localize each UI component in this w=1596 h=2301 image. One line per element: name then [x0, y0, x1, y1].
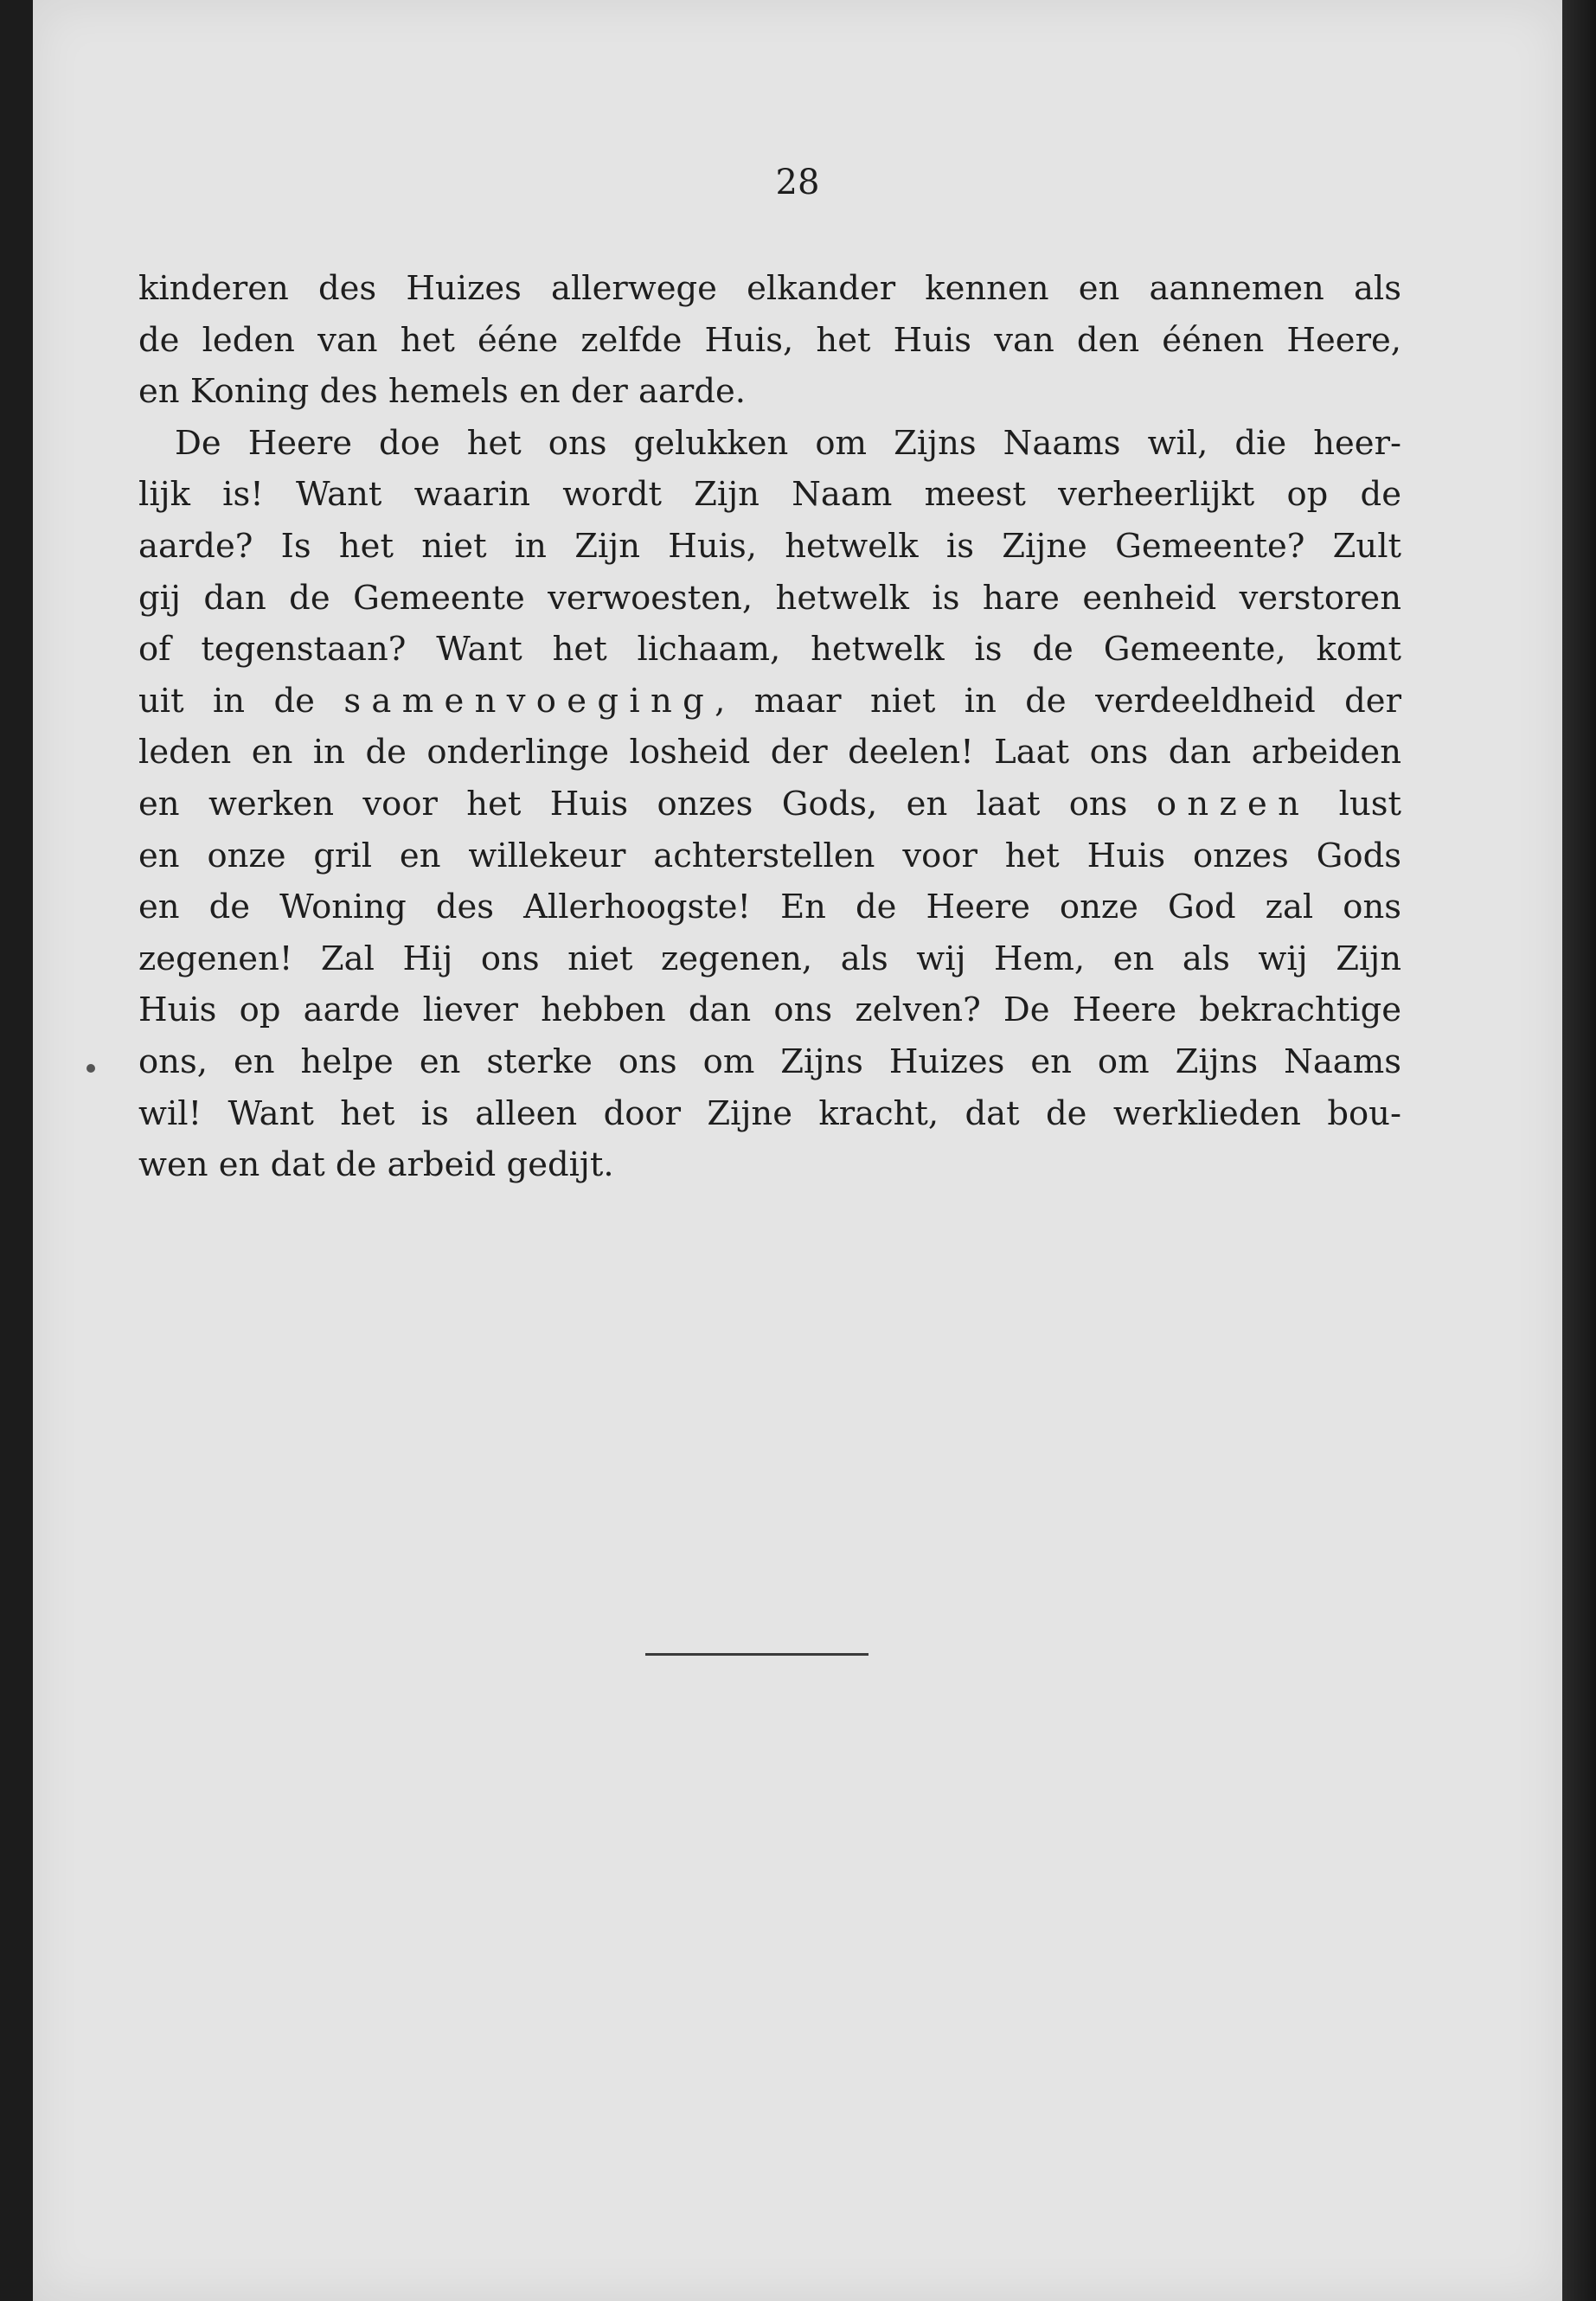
text-line: kinderen des Huizes allerwege elkander kennen en aannemen als — [138, 269, 1401, 308]
paragraph-start-line: De Heere doe het ons gelukken om Zijns Naams wil, die heer- — [175, 423, 1401, 463]
spaced-emphasis-word: onzen — [1156, 784, 1311, 824]
text-line: en onze gril en willekeur achterstellen voor het Huis onzes Gods — [138, 836, 1401, 875]
spaced-emphasis-word: samenvoeging — [343, 681, 715, 721]
text-line: en de Woning des Allerhoogste! En de Heere onze God zal ons — [138, 888, 1401, 927]
text-line-with-emphasis — [138, 779, 1401, 830]
text-line: wen en dat de arbeid gedijt. — [138, 1145, 614, 1185]
text-line: aarde? Is het niet in Zijn Huis, hetwelk is Zijne Gemeente? Zult — [138, 526, 1401, 566]
text-segment: en werken voor het Huis onzes Gods, en laat ons — [138, 784, 1157, 824]
text-line: de leden van het ééne zelfde Huis, het Huis van den éénen Heere, — [138, 320, 1401, 360]
section-divider-rule — [645, 1653, 869, 1656]
text-line: of tegenstaan? Want het lichaam, hetwelk is de Gemeente, komt — [138, 630, 1401, 670]
text-segment: lust — [1310, 784, 1401, 824]
text-segment: uit in de — [138, 681, 344, 721]
text-line: wil! Want het is alleen door Zijne kracht, dat de werklieden bou- — [138, 1093, 1401, 1133]
book-page — [33, 0, 1562, 2301]
text-line-with-emphasis — [138, 676, 1401, 727]
page-number: 28 — [775, 163, 820, 202]
body-text — [138, 263, 1401, 1191]
text-line: lijk is! Want waarin wordt Zijn Naam meest verheerlijkt op de — [138, 475, 1401, 515]
text-line: leden en in de onderlinge losheid der deelen! Laat ons dan arbeiden — [138, 733, 1401, 772]
text-segment: , maar niet in de verdeeldheid der — [715, 681, 1401, 721]
text-line: en Koning des hemels en der aarde. — [138, 372, 746, 412]
ink-speck — [87, 1064, 95, 1073]
text-line: ons, en helpe en sterke ons om Zijns Huizes en om Zijns Naams — [138, 1042, 1401, 1081]
text-line: Huis op aarde liever hebben dan ons zelven? De Heere bekrachtige — [138, 990, 1401, 1030]
scan-edge-shadow — [1562, 0, 1596, 2301]
text-line: zegenen! Zal Hij ons niet zegenen, als wij Hem, en als wij Zijn — [138, 939, 1401, 978]
text-line: gij dan de Gemeente verwoesten, hetwelk is hare eenheid verstoren — [138, 578, 1401, 618]
